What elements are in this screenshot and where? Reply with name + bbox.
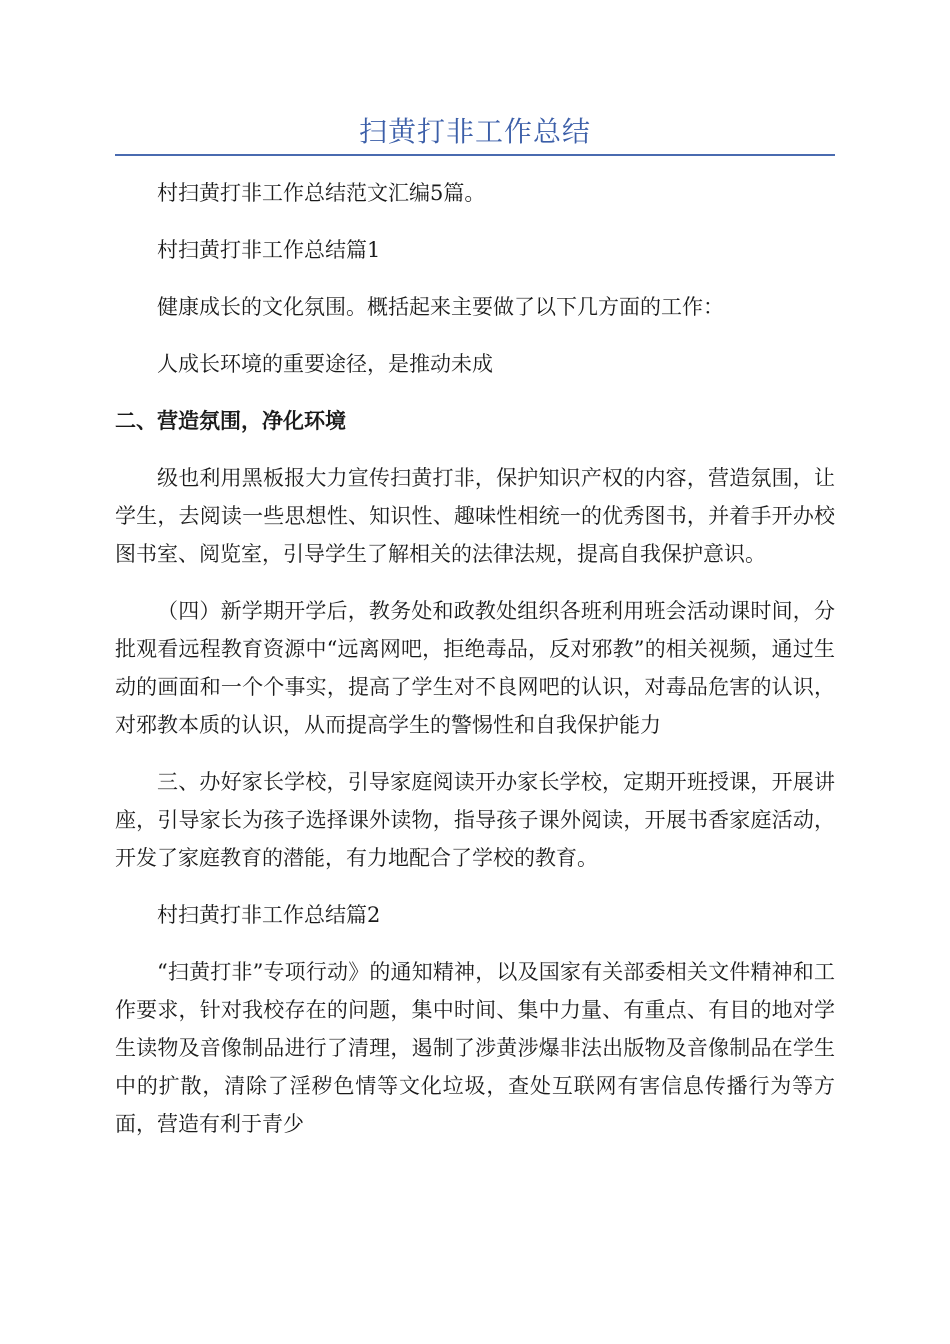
paragraph: 人成长环境的重要途径，是推动未成 <box>157 352 493 376</box>
section-heading: 二、营造氛围，净化环境 <box>115 409 346 433</box>
paragraph: （四）新学期开学后，教务处和政教处组织各班利用班会活动课时间，分批观看远程教育资源中“远离网吧，拒绝毒品，反对邪教”的相关视频，通过生动的画面和一个个事实，提高了学生对不良网吧的认识，对毒品危害的认识，对邪教本质的认识，从而提高学生的警惕性和自我保护能力 <box>115 599 835 737</box>
paragraph-intro: 村扫黄打非工作总结范文汇编5篇。 <box>157 181 486 205</box>
paragraph: 健康成长的文化氛围。概括起来主要做了以下几方面的工作： <box>157 295 724 319</box>
section-label-2: 村扫黄打非工作总结篇2 <box>157 903 381 927</box>
paragraph: 三、办好家长学校，引导家庭阅读开办家长学校，定期开班授课，开展讲座，引导家长为孩子选择课外读物，指导孩子课外阅读，开展书香家庭活动，开发了家庭教育的潜能，有力地配合了学校的教育。 <box>115 770 835 870</box>
section-label-1: 村扫黄打非工作总结篇1 <box>157 238 381 262</box>
document-title: 扫黄打非工作总结 <box>358 115 591 148</box>
document-body <box>115 174 835 1162</box>
title-underline <box>115 154 835 156</box>
paragraph: “扫黄打非”专项行动》的通知精神，以及国家有关部委相关文件精神和工作要求，针对我校存在的问题，集中时间、集中力量、有重点、有目的地对学生读物及音像制品进行了清理，遏制了涉黄涉爆非法出版物及音像制品在学生中的扩散，清除了淫秽色情等文化垃圾，查处互联网有害信息传播行为等方面，营造有利于青少 <box>115 960 835 1136</box>
paragraph: 级也利用黑板报大力宣传扫黄打非，保护知识产权的内容，营造氛围，让学生，去阅读一些思想性、知识性、趣味性相统一的优秀图书，并着手开办校图书室、阅览室，引导学生了解相关的法律法规，提高自我保护意识。 <box>115 466 835 566</box>
